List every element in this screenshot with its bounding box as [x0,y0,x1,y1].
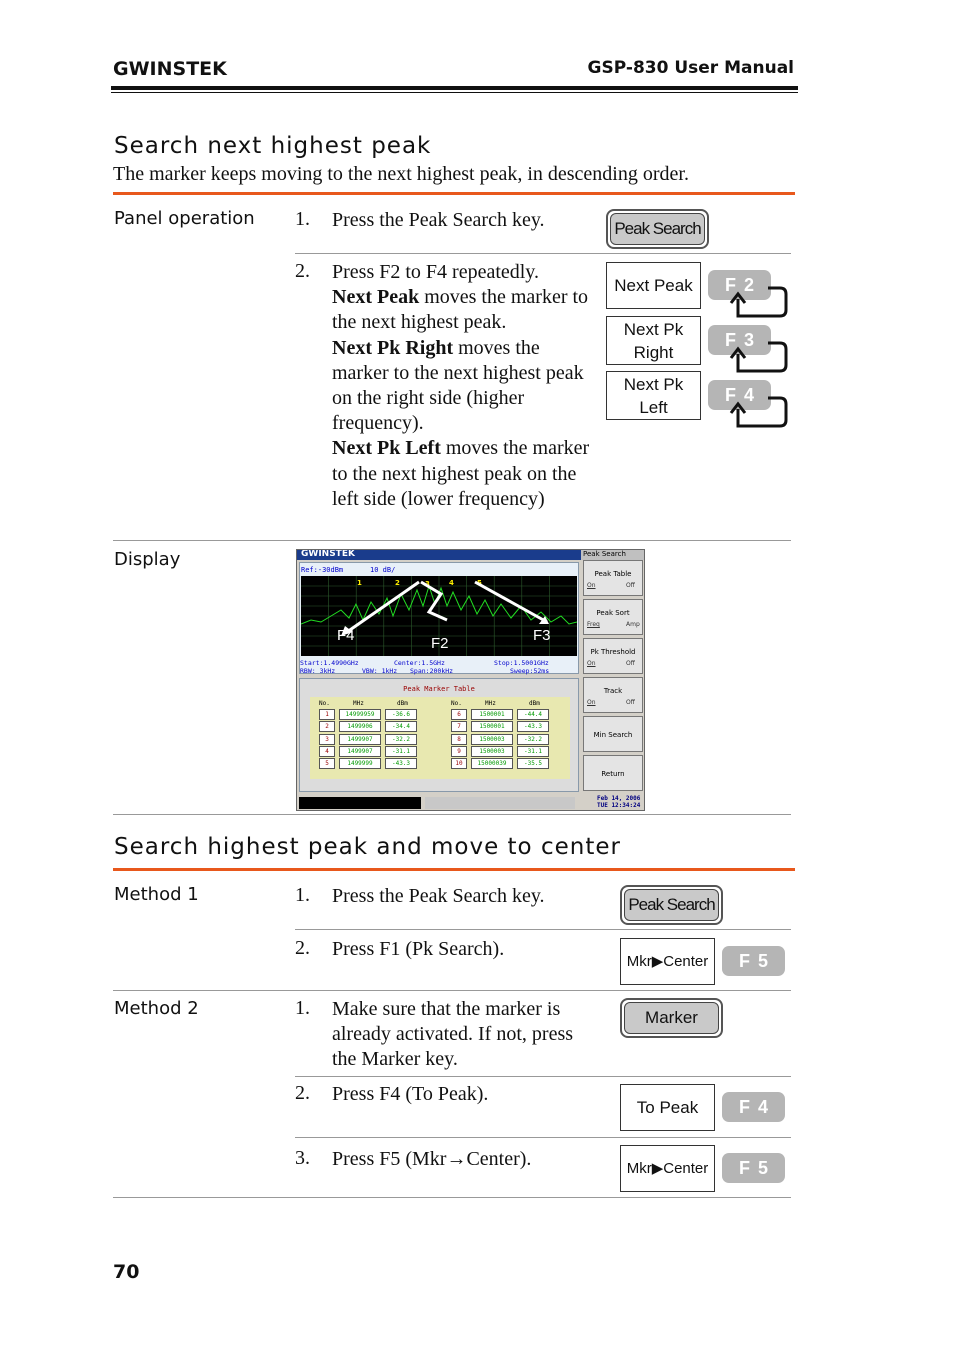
peak-row-mhz: 1499999 [339,758,381,769]
col-header-no: No. [451,700,462,707]
softkey-option-b: Off [626,660,635,667]
divider [113,1197,791,1198]
peak-row-dbm: -34.4 [385,721,417,732]
screen-logo: GWINSTEK [301,549,355,559]
vbw: VBW: 1kHz [362,667,398,675]
divider [295,253,791,254]
peak-row-dbm: -44.4 [517,709,549,720]
step-text: Press F5 (Mkr→Center). [332,1148,532,1170]
peak-search-key[interactable] [620,885,723,925]
step-text: Press the Peak Search key. [332,209,545,231]
peak-row-dbm: -43.3 [517,721,549,732]
section-rule [113,192,795,195]
menu-title: Peak Search [583,550,626,558]
term-next-peak: Next Peak [332,286,420,309]
step-number: 1. [295,997,310,1019]
panel-operation-label: Panel operation [114,208,255,229]
arrow-label-f3: F3 [533,627,551,644]
softkey-mkr-center[interactable] [620,938,715,985]
peak-row-no: 9 [451,746,467,757]
screen-title-bar [297,550,581,560]
rbw: RBW: 3kHz [300,667,336,675]
status-area [425,797,575,809]
step-number: 2. [295,1082,310,1104]
fkey-f5[interactable] [722,946,785,976]
scale-readout: 10 dB/ [370,566,396,574]
return-arrow-icon [728,285,792,321]
status-bar [299,797,421,809]
peak-row-no: 6 [451,709,467,720]
marker-3: 3 [425,580,430,588]
method-2-label: Method 2 [114,998,199,1019]
span: Span:200kHz [410,667,454,675]
instrument-screen [296,549,645,811]
peak-row-mhz: 1499907 [339,734,381,745]
step-number: 2. [295,260,310,282]
peak-search-key[interactable] [606,209,709,249]
start-freq: Start:1.4990GHz [300,659,359,667]
softkey-option-b: Amp [626,621,640,628]
softkey-1[interactable] [583,599,643,635]
softkey-to-peak[interactable] [620,1084,715,1131]
softkey-label: Peak Table [594,570,632,578]
softkey-label-line2: Left [639,397,668,417]
marker-2: 2 [395,579,400,587]
softkey-next-pk-left[interactable] [606,371,701,420]
softkey-label: Peak Sort [596,609,630,617]
softkey-option-a: On [587,582,596,589]
fkey-label: F5 [738,950,776,971]
fkey-label: F3 [724,329,762,350]
peak-row-mhz: 14999959 [339,709,381,720]
step-number: 1. [295,208,310,230]
peak-row-mhz: 1500001 [471,709,513,720]
step-number: 1. [295,884,310,906]
divider [113,990,791,991]
return-arrow-icon [728,340,792,376]
return-arrow-icon [728,395,792,431]
softkey-label: Mkr▶Center [626,953,709,970]
step-text: Press the Peak Search key. [332,885,545,907]
fkey-f5[interactable] [722,1153,785,1183]
sweep-time: Sweep:52ms [510,667,550,675]
manual-title: GSP-830 User Manual [587,58,794,78]
fkey-f4[interactable] [722,1092,785,1122]
step-text: Press F1 (Pk Search). [332,938,505,960]
step-number: 2. [295,937,310,959]
divider [295,1137,791,1138]
peak-search-key-label: Peak Search [610,213,705,245]
peak-search-key-label: Peak Search [624,889,719,921]
display-label: Display [114,549,181,570]
softkey-0[interactable] [583,560,643,596]
section-rule [113,868,795,871]
marker-1: 1 [357,579,362,587]
peak-row-mhz: 1499906 [339,721,381,732]
section-title-next-peak: Search next highest peak [114,133,432,159]
brand-logo: GWINSTEK [113,58,227,80]
spectrum-trace-area [301,576,577,656]
step-text: Press F4 (To Peak). [332,1083,489,1105]
softkey-label-line1: Next Pk [623,319,684,339]
fkey-label: F2 [724,274,762,295]
menu-title-bar [581,550,644,560]
ref-level: Ref:-30dBm [301,566,344,574]
divider [113,814,791,815]
softkey-option-a: On [587,660,596,667]
term-next-pk-left: Next Pk Left [332,437,441,460]
method-1-label: Method 1 [114,884,199,905]
step-text: Make sure that the marker is already activated. If not, press the Marker key. [332,998,574,1071]
peak-row-no: 5 [319,758,335,769]
peak-row-no: 2 [319,721,335,732]
col-header-no: No. [319,700,330,707]
softkey-mkr-center[interactable] [620,1145,715,1192]
peak-row-mhz: 1499907 [339,746,381,757]
peak-row-dbm: -35.5 [517,758,549,769]
softkey-label: Pk Threshold [590,648,636,656]
softkey-label-line1: Next Pk [623,374,684,394]
peak-row-dbm: -31.1 [517,746,549,757]
step-number: 3. [295,1147,310,1169]
peak-row-dbm: -32.2 [517,734,549,745]
divider [113,540,791,541]
step-description [332,260,600,512]
page-number: 70 [113,1261,140,1283]
peak-row-mhz: 1500001 [471,721,513,732]
center-freq: Center:1.5GHz [394,659,445,667]
marker-key[interactable] [620,998,723,1038]
col-header-dbm: dBm [529,700,540,707]
fkey-label: F4 [738,1096,776,1117]
term-next-pk-right: Next Pk Right [332,336,454,359]
peak-row-mhz: 1500003 [471,746,513,757]
section-intro: The marker keeps moving to the next highest peak, in descending order. [113,163,689,185]
peak-row-mhz: 1500003 [471,734,513,745]
softkey-label-line2: Right [633,342,674,362]
softkey-2[interactable] [583,638,643,674]
softkey-option-a: Freq [587,621,600,628]
time-readout: TUE 12:34:24 [597,802,641,809]
peak-row-dbm: -43.3 [385,758,417,769]
fkey-label: F5 [738,1157,776,1178]
peak-row-dbm: -36.6 [385,709,417,720]
softkey-label: Min Search [593,731,633,739]
col-header-mhz: MHz [485,700,496,707]
softkey-option-b: Off [626,699,635,706]
peak-row-no: 3 [319,734,335,745]
term-next-pk-left-desc: moves the marker to the next highest peak on the left side (lower frequency) [332,437,590,510]
arrow-label-f2: F2 [431,635,449,652]
peak-row-mhz: 15000039 [471,758,513,769]
peak-row-no: 8 [451,734,467,745]
softkey-next-pk-right[interactable] [606,316,701,365]
marker-key-label: Marker [624,1002,719,1034]
marker-5: 5 [477,579,482,587]
col-header-mhz: MHz [353,700,364,707]
softkey-label: Next Peak [614,276,693,295]
peak-row-dbm: -32.2 [385,734,417,745]
peak-row-no: 10 [451,758,467,769]
softkey-next-peak[interactable] [606,262,701,309]
softkey-5[interactable] [583,755,643,791]
header-rule [111,86,798,90]
section-title-move-to-center: Search highest peak and move to center [114,834,621,860]
softkey-label: Track [603,687,623,695]
col-header-dbm: dBm [397,700,408,707]
softkey-option-b: Off [626,582,635,589]
date-readout: Feb 14, 2006 [597,795,641,802]
softkey-option-a: On [587,699,596,706]
softkey-label: Return [601,770,625,778]
peak-row-no: 7 [451,721,467,732]
divider [295,929,791,930]
softkey-4[interactable] [583,716,643,752]
arrow-label-f4: F4 [337,627,355,644]
peak-table-title: Peak Marker Table [403,685,475,693]
peak-row-dbm: -31.1 [385,746,417,757]
peak-row-no: 1 [319,709,335,720]
softkey-label: Mkr▶Center [626,1160,709,1177]
header-rule-thin [111,92,798,93]
stop-freq: Stop:1.5001GHz [494,659,549,667]
softkey-3[interactable] [583,677,643,713]
fkey-label: F4 [724,384,762,405]
step-intro: Press F2 to F4 repeatedly. [332,261,540,283]
marker-4: 4 [449,579,454,587]
term-next-peak-desc: moves the marker to the next highest peak. [332,286,589,334]
peak-row-no: 4 [319,746,335,757]
softkey-label: To Peak [636,1098,699,1117]
divider [295,1076,791,1077]
term-next-pk-right-desc: moves the marker to the next highest peak on the right side (higher frequency). [332,336,584,435]
